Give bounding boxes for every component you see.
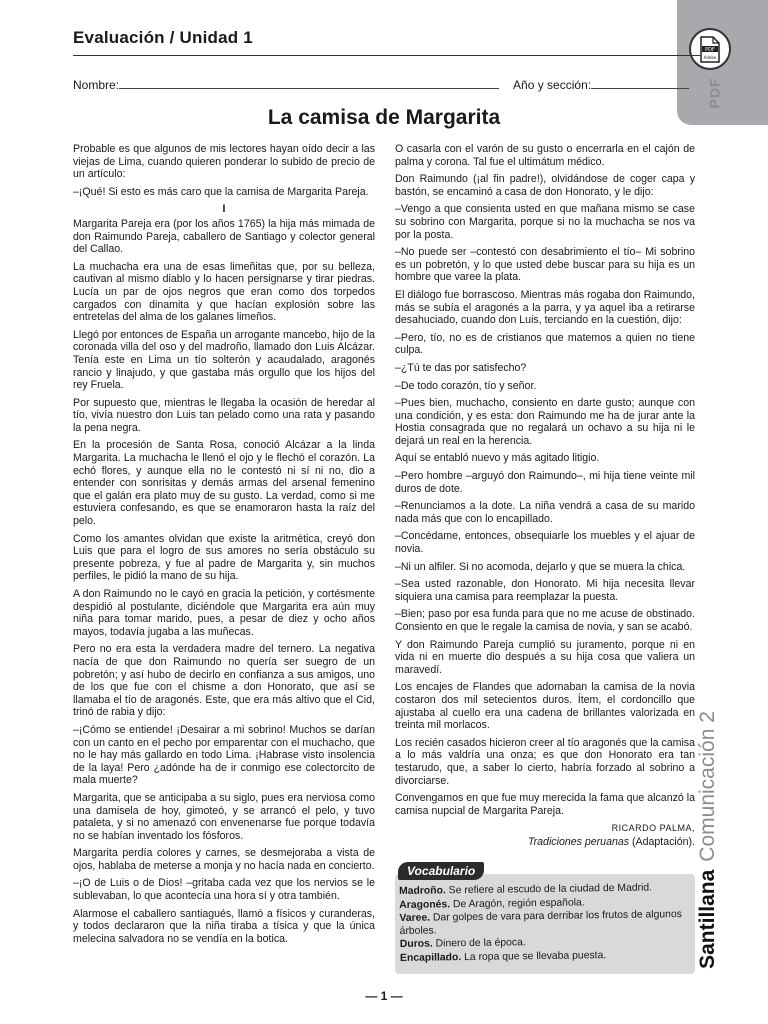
paragraph: Convengamos en que fue muy merecida la fama que alcanzó la camisa nupcial de Margarita Pareja. [395, 792, 695, 817]
seccion-field[interactable] [591, 79, 689, 89]
paragraph: –Renunciamos a la dote. La niña vendrá a casa de su marido nada más que con lo encapillado. [395, 500, 695, 525]
pdf-label [700, 78, 728, 108]
nombre-label: Nombre: [73, 78, 120, 92]
source-note: (Adaptación). [629, 835, 695, 848]
paragraph: –Bien; paso por esa funda para que no me acuse de obstinado. Consiento en que le regale la camisa de novia, y san se acabó. [395, 608, 695, 633]
section-number: I [222, 203, 226, 216]
paragraph: Alarmose el caballero santiagués, llamó a físicos y curanderas, y todos declararon que la niña tiraba a tísica y que la única melecina salvadora no se vendía en la botica. [73, 907, 375, 945]
paragraph: –Pero hombre –arguyó don Raimundo–, mi hija tiene veinte mil duros de dote. [395, 470, 695, 495]
paragraph: Margarita perdía colores y carnes, se desmejoraba a vista de ojos, hablaba de meterse a monja y no hacía nada en concierto. [73, 847, 375, 872]
paragraph: Y don Raimundo Pareja cumplió su juramento, porque ni en vida ni en muerte dio después a su hija cosa que valiera un maravedí. [395, 638, 695, 676]
pdf-badge[interactable] [689, 28, 731, 70]
vertical-brand [688, 700, 728, 980]
paragraph: –No puede ser –contestó con desabrimiento el tío– Mi sobrino es un pobretón, y lo que usted debe buscar para su hija es un hombre que varee la plata. [395, 246, 695, 284]
source-citation [395, 836, 695, 849]
paragraph: –Sea usted razonable, don Honorato. Mi hija necesita llevar siquiera una camisa para reemplazar la puesta. [395, 578, 695, 603]
paragraph: –Concédame, entonces, obsequiarle los muebles y el ajuar de novia. [395, 530, 695, 556]
svg-text:PDF: PDF [705, 47, 715, 53]
paragraph: –¿Tú te das por satisfecho? [395, 361, 527, 374]
vocabulary-box [395, 862, 695, 977]
brand-name: Santillana [696, 869, 719, 969]
vocabulary-entry [399, 909, 694, 938]
paragraph: Pero no era esta la verdadera madre del ternero. La negativa nacía de que don Raimundo no quería ser suegro de un pobretón; y así hubo de decirlo en confianza a sus amigos, uno de los que fue con el chisme a don Honorato, que así se llamaba el tío de aragonés. Este, que era más altivo que el Cid, trinó de rabia y dijo: [73, 643, 375, 719]
left-column [73, 143, 375, 950]
vocabulary-entry [400, 949, 695, 966]
vocabulary-definition: Dinero de la época. [432, 937, 526, 950]
vocabulary-term: Duros. [399, 938, 433, 951]
paragraph: –¡O de Luis o de Dios! –gritaba cada vez que los nervios se le sublevaban, lo que acontecía una hora sí y otra también. [73, 877, 375, 903]
vocabulary-definition: La ropa que se llevaba puesta. [461, 950, 607, 964]
pdf-icon-text: Adobe [703, 55, 717, 60]
header-divider [73, 55, 700, 56]
paragraph: Probable es que algunos de mis lectores hayan oído decir a las viejas de Lima, cuando quieren ponderar lo subido de precio de un artículo: [73, 143, 375, 181]
page-number: — 1 — [365, 989, 403, 1003]
vocabulary-definition: Dar golpes de vara para derribar los frutos de algunos árboles. [399, 909, 682, 937]
paragraph: –Pues bien, muchacho, consiento en darte gusto; aunque con una condición, y es esta: don Raimundo me ha de jurar ante la Hostia consagrada que no regalará un ochavo a su hija ni le dejará un real en la herencia. [395, 397, 695, 447]
vocabulary-list [399, 882, 695, 967]
paragraph: En la procesión de Santa Rosa, conoció Alcázar a la linda Margarita. La muchacha le llenó el ojo y le flechó el corazón. La echó flores, y aunque ella no le contestó ni sí ni no, dio a entender con sonrisitas y demás armas del arsenal femenino que el galán era plato muy de su gusto. La verdad, como si me estuviera confesando, es que se enamoraron hasta la raíz del pelo. [73, 439, 375, 528]
paragraph: Aquí se entabló nuevo y más agitado litigio. [395, 452, 600, 465]
paragraph: Los recién casados hicieron creer al tío aragonés que la camisa a lo más valdría una onza; es que don Honorato era tan testarudo, que, a saber lo cierto, habría forzado al sobrino a divorciarse. [395, 736, 695, 787]
paragraph: –Vengo a que consienta usted en que mañana mismo se case su sobrino con Margarita, porque si no la muchacha se nos va por la posta. [395, 203, 695, 241]
paragraph: Los encajes de Flandes que adornaban la camisa de la novia costaron dos mil setecientos duros. Ítem, el cordoncillo que ajustaba al cuello era una cadena de brillantes valorizada en treinta mil morlacos. [395, 681, 695, 732]
page-header-title: Evaluación / Unidad 1 [73, 28, 253, 47]
vocabulary-definition: Se refiere al escudo de la ciudad de Madrid. [445, 882, 653, 897]
paragraph: La muchacha era una de esas limeñitas que, por su belleza, cautivan al mismo diablo y lo hacen persignarse y tirar piedras. Lucía un par de ojos negros que eran como dos torpedos cargados con dinamita y que hacían explosión sobre las entretelas del alma de los galanes limeños. [73, 260, 375, 324]
paragraph: A don Raimundo no le cayó en gracia la petición, y cortésmente despidió al postulante, diciéndole que Margarita era aún muy niña para tomar marido, pues, a pesar de diez y ocho años mayos, todavía jugaba a las muñecas. [73, 588, 375, 638]
story-title: La camisa de Margarita [267, 106, 501, 129]
paragraph: O casarla con el varón de su gusto o encerrarla en el cajón de palma y corona. Tal fue el ultimátum médico. [395, 143, 695, 168]
paragraph: –Ni un alfiler. Si no acomoda, dejarlo y que se muera la chica. [395, 560, 686, 573]
vocabulary-term: Varee. [399, 912, 431, 925]
paragraph: –¡Qué! Si esto es más caro que la camisa de Margarita Pareja. [73, 185, 369, 198]
paragraph: Margarita Pareja era (por los años 1765) la hija más mimada de don Raimundo Pareja, caballero de Santiago y colector general del Callao. [73, 217, 375, 256]
source-title: Tradiciones peruanas [527, 835, 630, 848]
paragraph: –Pero, tío, no es de cristianos que matemos a quien no tiene culpa. [395, 331, 695, 357]
vocabulary-definition: De Aragón, región española. [449, 897, 585, 910]
student-info-line [73, 78, 693, 92]
paragraph: Margarita, que se anticipaba a su siglo, pues era nerviosa como una damisela de hoy, gimoteó, y se arrancó el pelo, y tuvo pataleta, y si no amenazó con envenenarse fue porque todavía no se habían inventado los fósforos. [73, 791, 375, 842]
seccion-label: Año y sección: [513, 78, 592, 92]
pdf-document-icon [699, 36, 721, 63]
paragraph: El diálogo fue borrascoso. Mientras más rogaba don Raimundo, más se subía el aragonés a la parra, y ya aquel iba a retirarse desahuciado, cuando don Luis, terciando en la cuestión, dijo: [395, 288, 695, 327]
paragraph: Por supuesto que, mientras le llegaba la ocasión de heredar al tío, vivía nuestro don Luis tan pelado como una rata y pasando la pena negra. [73, 396, 375, 434]
pdf-label-text: PDF [706, 77, 722, 109]
vocabulary-term: Aragonés. [399, 898, 451, 911]
vocabulary-label: Vocabulario [398, 862, 484, 880]
paragraph: Como los amantes olvidan que existe la aritmética, creyó don Luis que para el logro de sus amores no sería obstáculo su presente pobreza, y fue al padre de Margarita y, sin muchos perfiles, le pidió la mano de su hija. [73, 532, 375, 583]
subject-name: Comunicación 2 [696, 711, 719, 862]
vocabulary-term: Madroño. [399, 885, 446, 897]
paragraph: Don Raimundo (¡al fin padre!), olvidándose de coger capa y bastón, se encaminó a casa de don Honorato, y le dijo: [395, 173, 695, 198]
paragraph: Llegó por entonces de España un arrogante mancebo, hijo de la coronada villa del oso y del madroño, llamado don Luis Alcázar. Tenía este en Lima un tío solterón y acaudalado, aragonés rancio y linajudo, y que gastaba más orgullo que los hijos del rey Fruela. [73, 328, 375, 392]
vocabulary-term: Encapillado. [399, 952, 462, 964]
nombre-field[interactable] [119, 79, 499, 89]
paragraph: –De todo corazón, tío y señor. [395, 379, 537, 392]
right-column [395, 143, 695, 854]
author-name: RICARDO PALMA, [611, 823, 695, 834]
paragraph: –¡Cómo se entiende! ¡Desairar a mi sobrino! Muchos se darían con un canto en el pecho por emparentar con el muchacho, que no le hay más gallardo en todo Lima. ¡Habrase visto insolencia de la laya! Pero ¿adónde ha de ir conmigo ese colectorcito de mala muerte? [73, 723, 375, 787]
